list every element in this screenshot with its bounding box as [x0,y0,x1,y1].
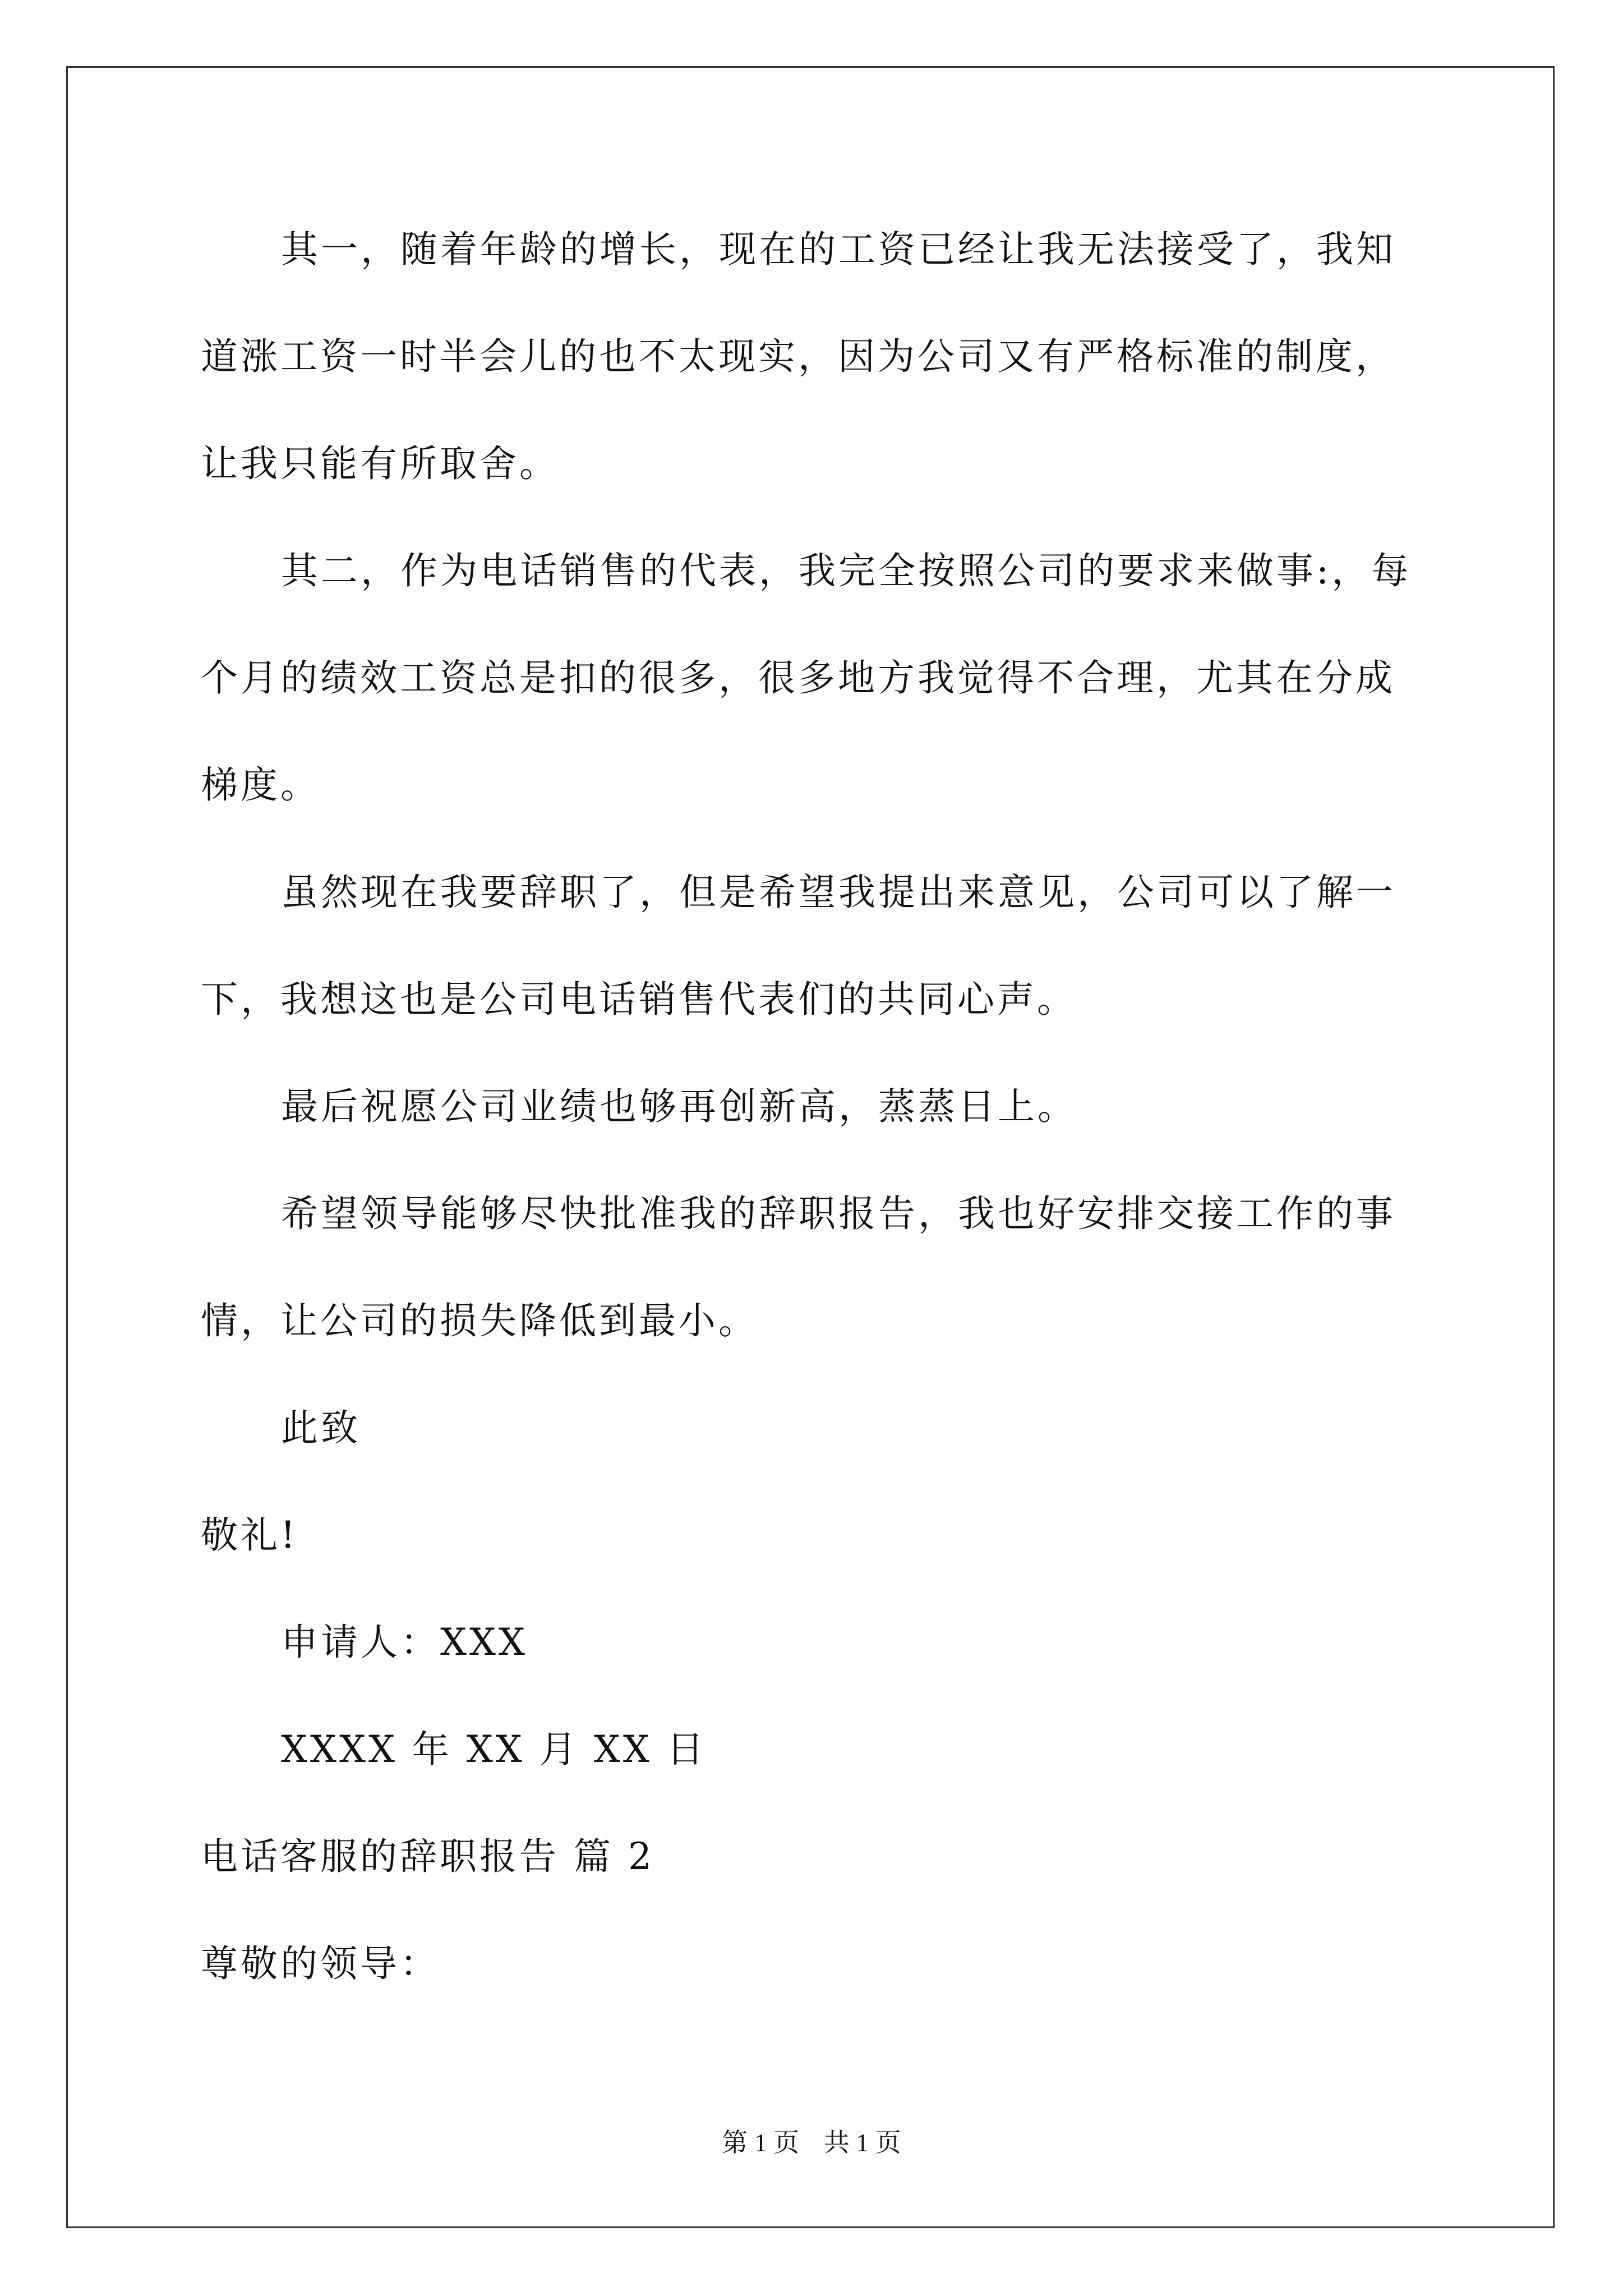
page-number: 第 1 页 [722,2128,800,2157]
paragraph-line: 梯度。 [201,763,320,807]
page-total: 共 1 页 [823,2128,901,2157]
paragraph-line: 让我只能有所取舍。 [201,442,559,485]
page-footer [0,2126,1623,2160]
closing-line: 敬礼! [201,1513,298,1557]
section-heading: 电话客服的辞职报告 篇 2 [201,1835,654,1878]
paragraph-line: 其一，随着年龄的增长，现在的工资已经让我无法接受了，我知 [281,228,1396,271]
salutation-line: 尊敬的领导： [201,1942,440,1985]
closing-line: 此致 [281,1406,361,1450]
paragraph-line: 个月的绩效工资总是扣的很多，很多地方我觉得不合理，尤其在分成 [201,656,1395,700]
paragraph-line: 希望领导能够尽快批准我的辞职报告，我也好安排交接工作的事 [281,1192,1396,1235]
paragraph-line: 虽然现在我要辞职了，但是希望我提出来意见，公司可以了解一 [281,871,1396,914]
paragraph-line: 情，让公司的损失降低到最小。 [201,1299,758,1342]
applicant-line: 申请人：XXX [281,1621,528,1664]
page-border [66,66,1555,2228]
paragraph-line: 道涨工资一时半会儿的也不太现实，因为公司又有严格标准的制度， [201,335,1395,378]
paragraph-line: 最后祝愿公司业绩也够再创新高，蒸蒸日上。 [281,1085,1077,1128]
paragraph-line: 下，我想这也是公司电话销售代表们的共同心声。 [201,978,1077,1021]
paragraph-line: 其二，作为电话销售的代表，我完全按照公司的要求来做事:，每 [281,549,1412,592]
date-line: XXXX 年 XX 月 XX 日 [281,1728,707,1771]
